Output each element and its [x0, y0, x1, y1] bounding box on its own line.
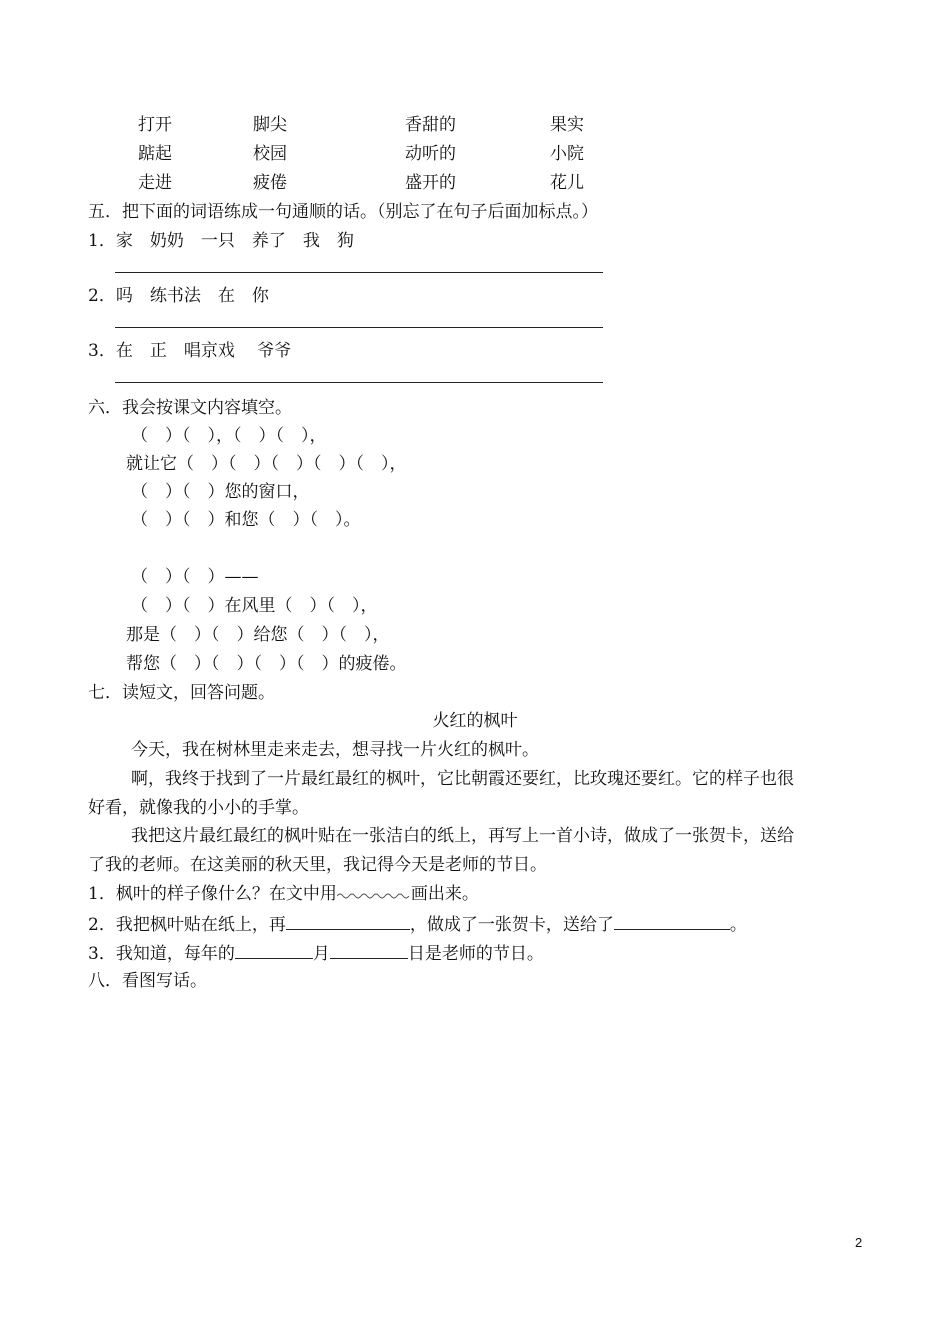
passage-title: 火红的枫叶: [432, 711, 518, 731]
poem-fill-line: 就让它（ ）（ ）（ ）（ ）（ ），: [126, 454, 407, 474]
question-2-text-c: 。: [729, 915, 747, 935]
question-3-blank-month[interactable]: [235, 942, 313, 959]
section-8-heading: 八．看图写话。: [88, 971, 207, 991]
question-3-text-b: 月: [312, 944, 330, 964]
word: 脚尖: [253, 115, 287, 135]
word: 果实: [550, 115, 584, 135]
passage-paragraph-2: 啊，我终于找到了一片最红最红的枫叶，它比朝霞还要红，比玫瑰还要红。它的样子也很: [131, 769, 794, 789]
poem-fill-line: （ ）（ ）和您（ ）（ ）。: [131, 510, 361, 530]
word: 小院: [550, 144, 584, 164]
wavy-underline-icon: [337, 887, 411, 899]
question-2-text-a: 2．我把枫叶贴在纸上，再: [88, 915, 286, 935]
section-7-heading: 七．读短文，回答问题。: [88, 683, 275, 703]
question-2: [88, 913, 747, 935]
question-2-blank-2[interactable]: [614, 913, 730, 930]
question-3: [88, 942, 544, 964]
word: 疲倦: [253, 173, 287, 193]
poem-fill-line: （ ）（ ），（ ）（ ），: [131, 426, 327, 446]
question-3-text-c: 日是老师的节日。: [407, 944, 544, 964]
question-3-blank-day[interactable]: [330, 942, 408, 959]
question-2-blank-1[interactable]: [286, 913, 410, 930]
section-6-heading: 六．我会按课文内容填空。: [88, 398, 292, 418]
word: 盛开的: [405, 173, 456, 193]
poem-fill-line: （ ）（ ）您的窗口，: [131, 482, 310, 502]
poem-fill-line: （ ）（ ）在风里（ ）（ ），: [131, 596, 378, 616]
sentence-item-3: 3．在 正 唱京戏 爷爷: [88, 341, 292, 361]
question-1-text-a: 1．枫叶的样子像什么？在文中用: [88, 884, 337, 904]
word: 动听的: [405, 144, 456, 164]
section-5-heading: 五．把下面的词语练成一句通顺的话。（别忘了在句子后面加标点。）: [88, 202, 598, 222]
poem-fill-line: （ ）（ ）——: [131, 567, 259, 587]
poem-fill-line: 那是（ ）（ ）给您（ ）（ ），: [126, 625, 390, 645]
page-number: 2: [855, 1235, 863, 1250]
question-1-text-b: 画出来。: [410, 884, 479, 904]
word: 校园: [253, 144, 287, 164]
word: 花儿: [550, 173, 584, 193]
answer-line-1[interactable]: [115, 272, 603, 273]
word: 走进: [138, 173, 172, 193]
question-3-text-a: 3．我知道，每年的: [88, 944, 235, 964]
word: 香甜的: [405, 115, 456, 135]
answer-line-3[interactable]: [115, 382, 603, 383]
question-1: [88, 884, 479, 904]
passage-paragraph-1: 今天，我在树林里走来走去，想寻找一片火红的枫叶。: [131, 740, 539, 760]
passage-paragraph-2-cont: 好看，就像我的小小的手掌。: [88, 798, 309, 818]
question-2-text-b: ，做成了一张贺卡，送给了: [409, 915, 614, 935]
passage-paragraph-3: 我把这片最红最红的枫叶贴在一张洁白的纸上，再写上一首小诗，做成了一张贺卡，送给: [131, 826, 794, 846]
answer-line-2[interactable]: [115, 327, 603, 328]
sentence-item-1: 1．家 奶奶 一只 养了 我 狗: [88, 231, 354, 251]
word: 打开: [138, 115, 172, 135]
poem-fill-line: 帮您（ ）（ ）（ ）（ ）的疲倦。: [126, 654, 407, 674]
word: 踮起: [138, 144, 172, 164]
sentence-item-2: 2．吗 练书法 在 你: [88, 286, 269, 306]
passage-paragraph-3-cont: 了我的老师。在这美丽的秋天里，我记得今天是老师的节日。: [88, 855, 547, 875]
